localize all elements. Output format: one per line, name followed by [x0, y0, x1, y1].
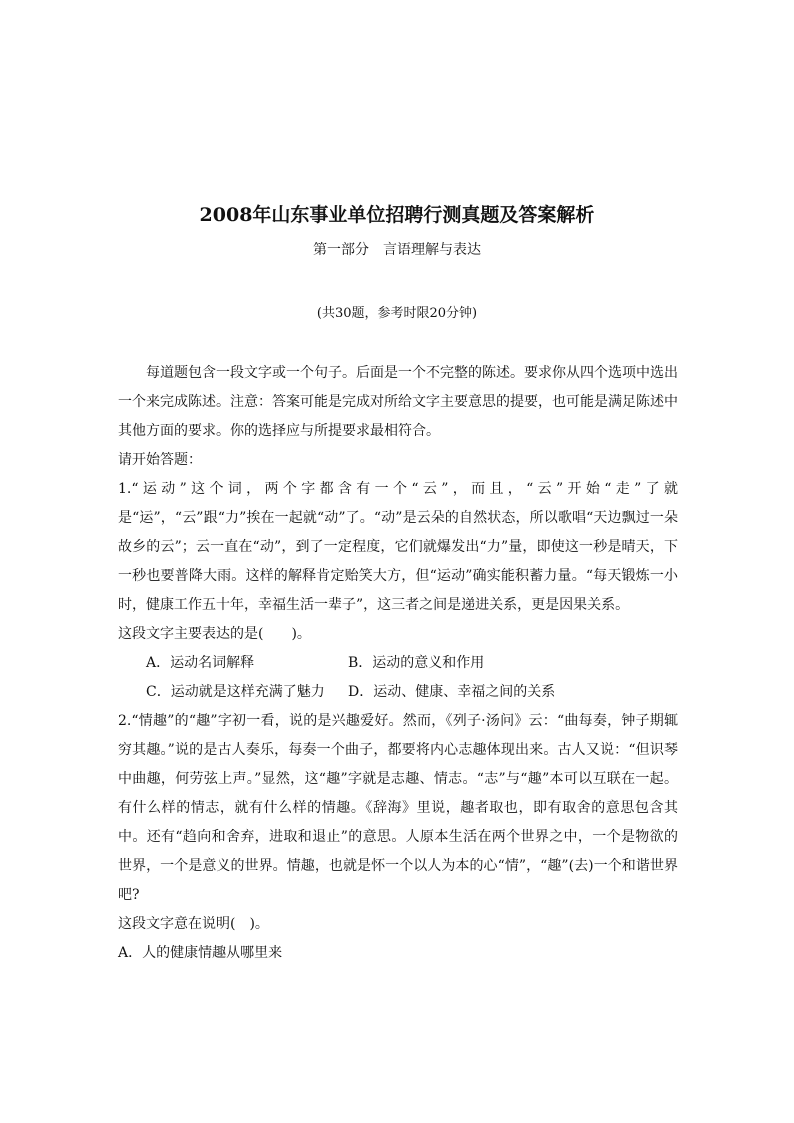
question-2-option-a: A．人的健康情趣从哪里来: [118, 945, 283, 961]
time-limit-note: (共30题，参考时限20分钟): [316, 306, 478, 321]
question-1-option-d: D．运动、健康、幸福之间的关系: [348, 684, 556, 700]
question-1-option-b: B．运动的意义和作用: [348, 655, 485, 671]
question-1-option-c: C．运动就是这样充满了魅力: [146, 684, 325, 700]
question-1-option-a: A．运动名词解释: [146, 655, 255, 671]
question-2-stem: 这段文字意在说明( )。: [118, 916, 269, 932]
question-1-options-row-1: [118, 649, 678, 678]
document-subtitle: 第一部分 言语理解与表达: [313, 242, 481, 258]
start-label: 请开始答题：: [118, 452, 202, 468]
question-1-options-row-2: [118, 678, 678, 707]
instructions-paragraph: 每道题包含一段文字或一个句子。后面是一个不完整的陈述。要求你从四个选项中选出一个来完成陈述。注意：答案可能是完成对所给文字主要意思的提要，也可能是满足陈述中其他方面的要求。你的选择应与所提要求最相符合。: [118, 365, 678, 439]
document-body: [118, 359, 678, 968]
question-1-stem: 这段文字主要表达的是( )。: [118, 626, 311, 642]
document-title: 2008年山东事业单位招聘行测真题及答案解析: [199, 204, 595, 226]
question-1-passage: 1.“运动”这个词，两个字都含有一个“云”，而且，“云”开始“走”了就是“运”，“云”跟“力”挨在一起就“动”了。“动”是云朵的自然状态，所以歌唱“天边飘过一朵故乡的云”；云一直在“动”，到了一定程度，它们就爆发出“力”量，即使这一秒是晴天，下一秒也要普降大雨。这样的解释肯定贻笑大方，但“运动”确实能积蓄力量。“每天锻炼一小时，健康工作五十年，幸福生活一辈子”，这三者之间是递进关系，更是因果关系。: [118, 481, 678, 613]
question-2-passage: 2.“情趣”的“趣”字初一看，说的是兴趣爱好。然而，《列子·汤问》云：“曲每奏，钟子期辄穷其趣。”说的是古人奏乐，每奏一个曲子，都要将内心志趣体现出来。古人又说：“但识琴中曲趣，何劳弦上声。”显然，这“趣”字就是志趣、情志。“志”与“趣”本可以互联在一起。有什么样的情志，就有什么样的情趣。《辞海》里说，趣者取也，即有取舍的意思包含其中。还有“趋向和舍弃，进取和退止”的意思。人原本生活在两个世界之中，一个是物欲的世界，一个是意义的世界。情趣，也就是怀一个以人为本的心“情”，“趣”(去)一个和谐世界吧?: [118, 713, 678, 903]
